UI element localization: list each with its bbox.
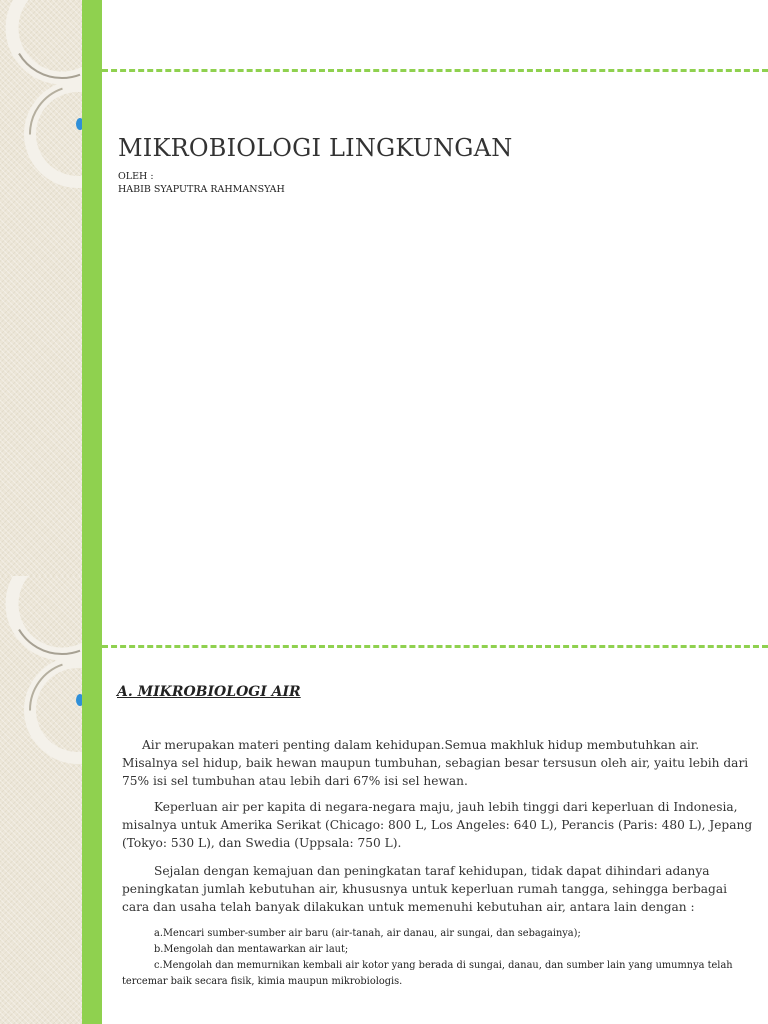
- decorative-sidebar: [0, 0, 82, 576]
- section-title: A. MIKROBIOLOGI AIR: [117, 684, 301, 700]
- presentation-title: MIKROBIOLOGI LINGKUNGAN: [118, 134, 513, 162]
- paragraph-3: Sejalan dengan kemajuan dan peningkatan taraf kehidupan, tidak dapat dihindari adanya peningkatan jumlah kebutuhan air, khususnya untuk keperluan rumah tangga, sehingga berbagai cara dan usaha telah banyak dilakukan untuk memenuhi kebutuhan air, antara lain dengan :: [122, 864, 727, 914]
- method-list: [122, 926, 758, 990]
- accent-bar: [82, 576, 102, 1024]
- dashed-divider: [102, 69, 768, 72]
- paragraph-2: Keperluan air per kapita di negara-negara maju, jauh lebih tinggi dari keperluan di Indonesia, misalnya untuk Amerika Serikat (Chicago: 800 L, Los Angeles: 640 L), Perancis (Paris: 480 L), Jepang (Tokyo: 530 L), dan Swedia (Uppsala: 750 L).: [122, 800, 753, 850]
- list-item: a.Mencari sumber-sumber air baru (air-tanah, air danau, air sungai, dan sebagainya);: [154, 928, 581, 939]
- author-label: OLEH :: [118, 171, 154, 182]
- accent-bar: [82, 0, 102, 576]
- list-item: c.Mengolah dan memurnikan kembali air kotor yang berada di sungai, danau, dan sumber lain yang umumnya telah tercemar baik secara fisik, kimia maupun mikrobiologis.: [122, 960, 733, 987]
- paragraph-1: Air merupakan materi penting dalam kehidupan.Semua makhluk hidup membutuhkan air. Misalnya sel hidup, baik hewan maupun tumbuhan, sebagian besar tersusun oleh air, yaitu lebih dari 75% isi sel tumbuhan atau lebih dari 67% isi sel hewan.: [122, 738, 749, 788]
- content-slide: [0, 576, 768, 1024]
- author-block: [118, 170, 285, 196]
- author-name: HABIB SYAPUTRA RAHMANSYAH: [118, 184, 285, 195]
- dashed-divider: [102, 645, 768, 648]
- decorative-circles-graphic: [0, 0, 82, 576]
- decorative-sidebar: [0, 576, 82, 1024]
- list-item: b.Mengolah dan mentawarkan air laut;: [154, 944, 349, 955]
- decorative-circles-graphic: [0, 576, 82, 1024]
